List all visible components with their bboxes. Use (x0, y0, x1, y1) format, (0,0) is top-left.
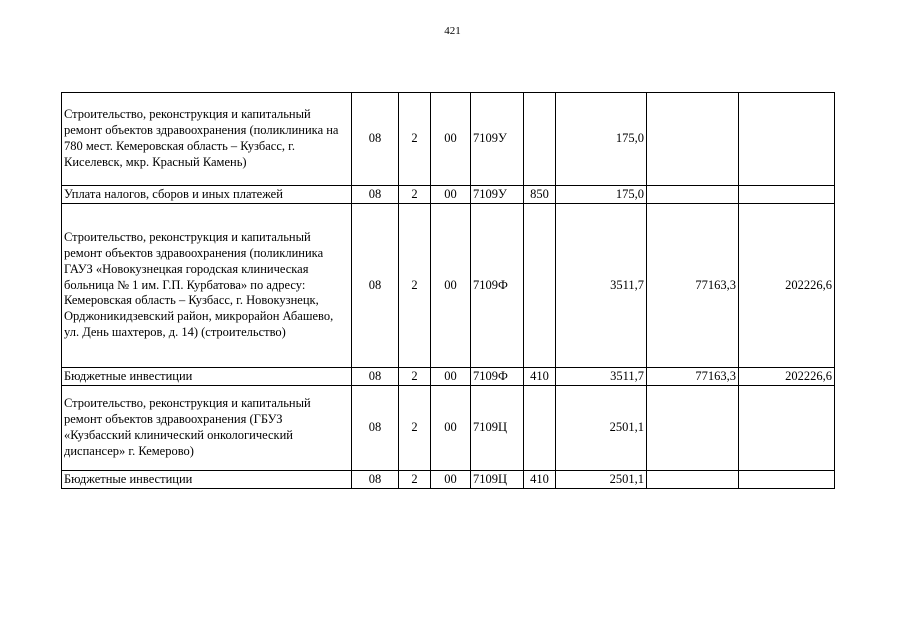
amount-year-1: 2501,1 (556, 386, 647, 471)
amount-year-2: 77163,3 (647, 368, 739, 386)
amount-year-3: 202226,6 (739, 368, 835, 386)
amount-year-3 (739, 386, 835, 471)
target-code: 7109У (471, 93, 524, 186)
target-code: 7109Ц (471, 386, 524, 471)
target-code: 7109У (471, 186, 524, 204)
expense-type (524, 204, 556, 368)
section-code: 08 (352, 204, 399, 368)
target-code: 7109Ф (471, 368, 524, 386)
section-code: 08 (352, 368, 399, 386)
row-name: Бюджетные инвестиции (62, 368, 352, 386)
amount-year-1: 175,0 (556, 186, 647, 204)
amount-year-1: 3511,7 (556, 368, 647, 386)
row-name: Бюджетные инвестиции (62, 471, 352, 489)
amount-year-2 (647, 471, 739, 489)
amount-year-2 (647, 186, 739, 204)
table-row (62, 386, 835, 471)
amount-year-3 (739, 186, 835, 204)
section-code: 08 (352, 471, 399, 489)
amount-year-3 (739, 471, 835, 489)
table-row (62, 368, 835, 386)
event-code: 00 (431, 386, 471, 471)
section-code: 08 (352, 186, 399, 204)
expense-type: 850 (524, 186, 556, 204)
amount-year-2 (647, 93, 739, 186)
section-code: 08 (352, 93, 399, 186)
row-name: Строительство, реконструкция и капитальный ремонт объектов здравоохранения (поликлиника на 780 мест. Кемеровская область – Кузбасс, г. Киселевск, мкр. Красный Камень) (62, 93, 352, 186)
subprogram-code: 2 (399, 186, 431, 204)
row-name: Уплата налогов, сборов и иных платежей (62, 186, 352, 204)
event-code: 00 (431, 186, 471, 204)
row-name: Строительство, реконструкция и капитальный ремонт объектов здравоохранения (ГБУЗ «Кузбасский клинический онкологический диспансер» г. Кемерово) (62, 386, 352, 471)
amount-year-3 (739, 93, 835, 186)
table-row (62, 204, 835, 368)
budget-table (61, 92, 835, 489)
amount-year-1: 2501,1 (556, 471, 647, 489)
subprogram-code: 2 (399, 93, 431, 186)
event-code: 00 (431, 93, 471, 186)
amount-year-2 (647, 386, 739, 471)
expense-type: 410 (524, 368, 556, 386)
event-code: 00 (431, 471, 471, 489)
event-code: 00 (431, 204, 471, 368)
amount-year-3: 202226,6 (739, 204, 835, 368)
page-number: 421 (444, 25, 461, 37)
expense-type (524, 93, 556, 186)
expense-type: 410 (524, 471, 556, 489)
target-code: 7109Ц (471, 471, 524, 489)
subprogram-code: 2 (399, 368, 431, 386)
table-row (62, 93, 835, 186)
subprogram-code: 2 (399, 204, 431, 368)
subprogram-code: 2 (399, 471, 431, 489)
expense-type (524, 386, 556, 471)
amount-year-1: 175,0 (556, 93, 647, 186)
row-name: Строительство, реконструкция и капитальный ремонт объектов здравоохранения (поликлиника ГАУЗ «Новокузнецкая городская клиническая больница № 1 им. Г.П. Курбатова» по адресу: Кемеровская область – Кузбасс, г. Новокузнецк, Орджоникидзевский район, микрорайон Абашево, ул. День шахтеров, д. 14) (строительство) (62, 204, 352, 368)
amount-year-2: 77163,3 (647, 204, 739, 368)
amount-year-1: 3511,7 (556, 204, 647, 368)
target-code: 7109Ф (471, 204, 524, 368)
event-code: 00 (431, 368, 471, 386)
table-row (62, 186, 835, 204)
table-row (62, 471, 835, 489)
subprogram-code: 2 (399, 386, 431, 471)
section-code: 08 (352, 386, 399, 471)
